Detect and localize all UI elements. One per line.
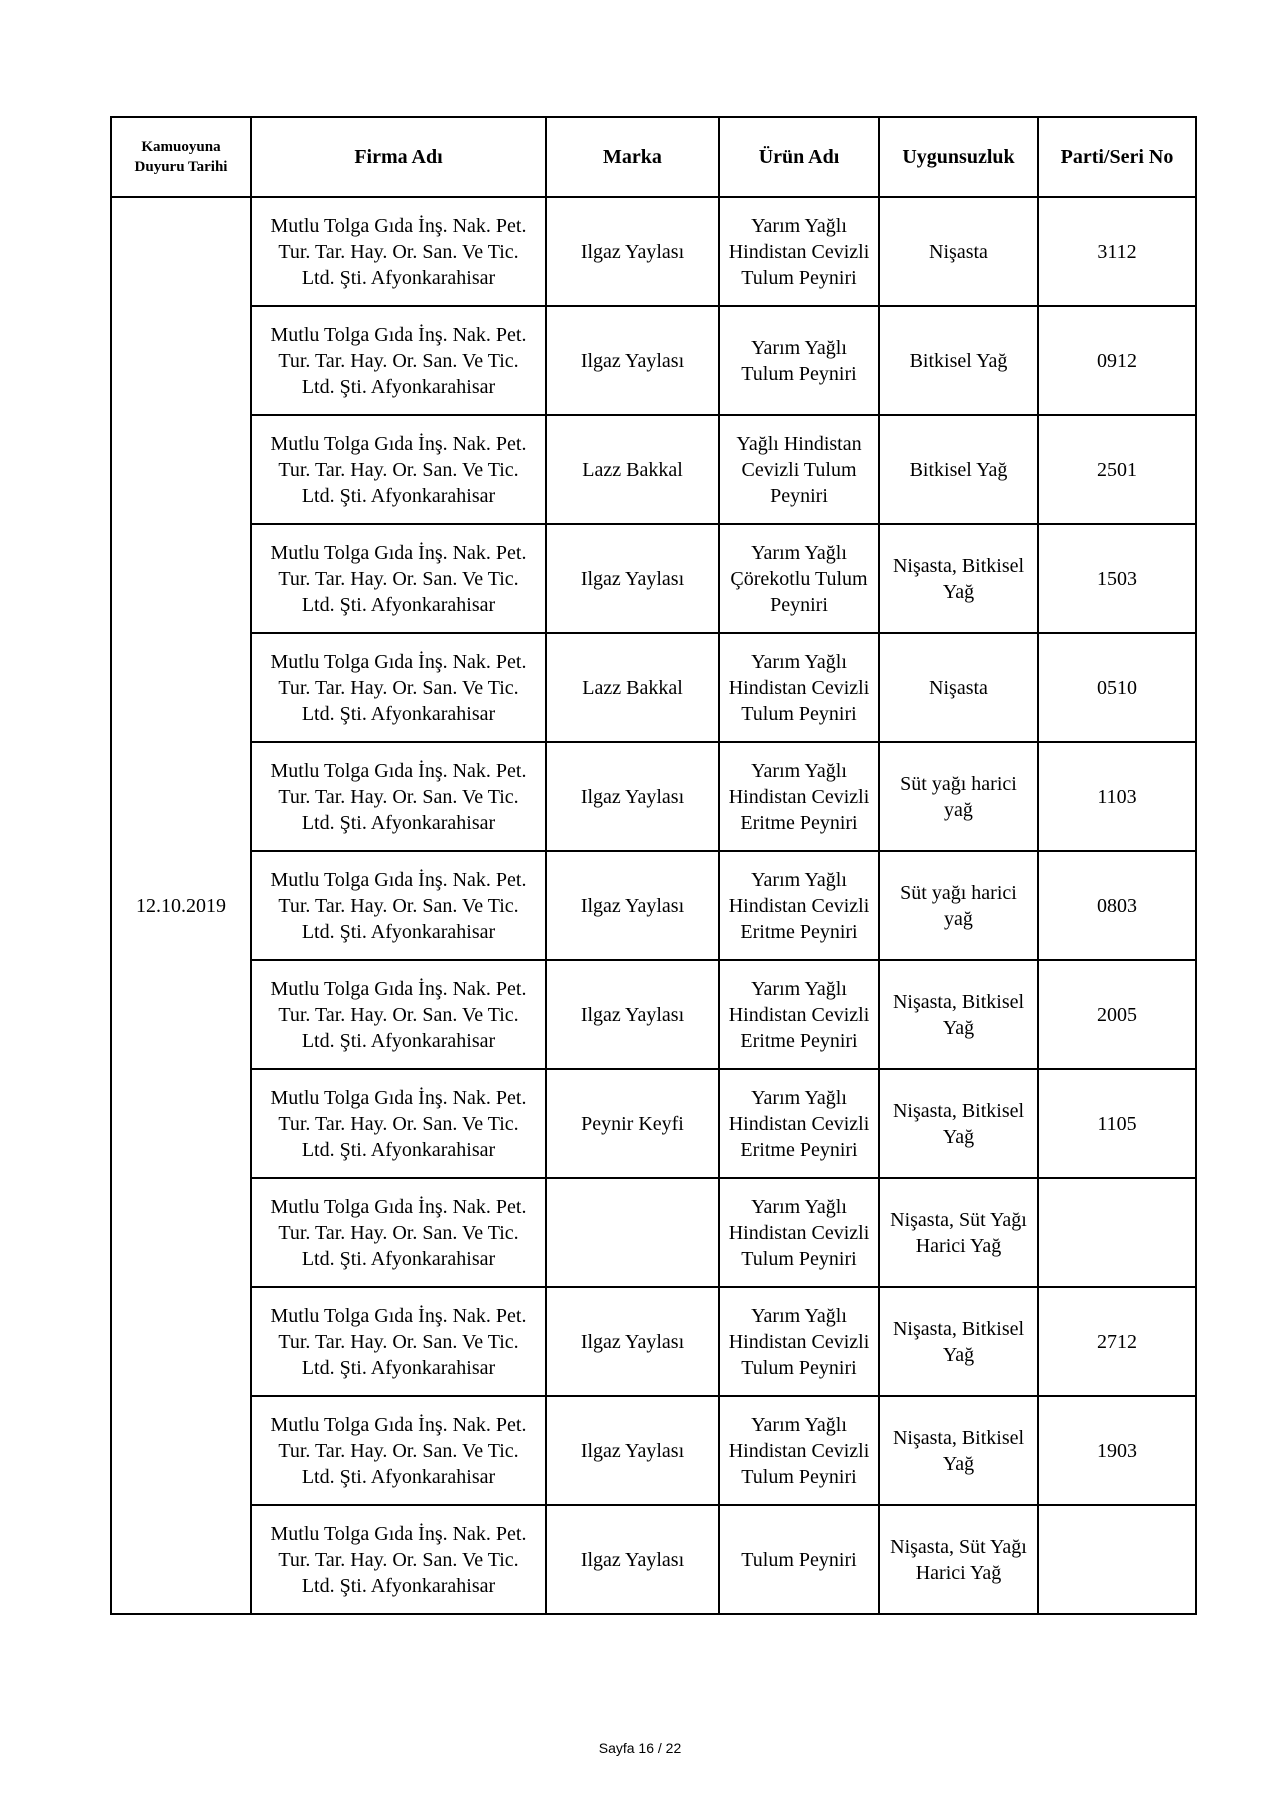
cell-line: Nişasta, Bitkisel <box>892 990 1025 1013</box>
cell-line: Nişasta, Süt Yağı <box>890 1535 1027 1558</box>
cell-line: Tur. Tar. Hay. Or. San. Ve Tic. <box>278 349 519 372</box>
firm-cell <box>251 524 546 633</box>
cell-line: Ltd. Şti. Afyonkarahisar <box>301 811 496 834</box>
product-cell <box>719 1069 879 1178</box>
cell-line: Peynir Keyfi <box>581 1112 684 1135</box>
cell-line: Hindistan Cevizli <box>728 785 870 808</box>
batch-cell: 0803 <box>1038 851 1196 960</box>
issue-cell <box>879 851 1038 960</box>
brand-cell <box>546 415 719 524</box>
cell-line: Yarım Yağlı <box>751 1413 847 1436</box>
batch-cell: 1903 <box>1038 1396 1196 1505</box>
cell-line: Tulum Peyniri <box>741 1247 857 1270</box>
cell-line: Ltd. Şti. Afyonkarahisar <box>301 920 496 943</box>
cell-line: Harici Yağ <box>915 1234 1002 1257</box>
cell-line: Mutlu Tolga Gıda İnş. Nak. Pet. <box>270 432 527 455</box>
firm-cell <box>251 1505 546 1614</box>
cell-line: Tulum Peyniri <box>741 702 857 725</box>
cell-line: Ltd. Şti. Afyonkarahisar <box>301 1465 496 1488</box>
brand-cell <box>546 851 719 960</box>
header-nonconformity: Uygunsuzluk <box>879 117 1038 197</box>
cell-line: Bitkisel Yağ <box>909 458 1008 481</box>
issue-cell <box>879 524 1038 633</box>
product-cell <box>719 1287 879 1396</box>
cell-line: Süt yağı harici <box>900 772 1017 795</box>
cell-line: Tur. Tar. Hay. Or. San. Ve Tic. <box>278 676 519 699</box>
batch-cell: 2501 <box>1038 415 1196 524</box>
cell-line: Süt yağı harici <box>900 881 1017 904</box>
product-cell <box>719 415 879 524</box>
batch-cell: 2005 <box>1038 960 1196 1069</box>
table-row <box>111 415 1196 524</box>
batch-cell: 2712 <box>1038 1287 1196 1396</box>
cell-line: Mutlu Tolga Gıda İnş. Nak. Pet. <box>270 759 527 782</box>
brand-cell <box>546 197 719 306</box>
cell-line: Tur. Tar. Hay. Or. San. Ve Tic. <box>278 894 519 917</box>
cell-line: Eritme Peyniri <box>740 1029 858 1052</box>
cell-line: Yağ <box>942 1343 975 1366</box>
product-cell <box>719 1505 879 1614</box>
product-cell <box>719 742 879 851</box>
table-row <box>111 633 1196 742</box>
page-footer <box>0 1740 1280 1756</box>
table-row <box>111 1505 1196 1614</box>
table-row <box>111 1396 1196 1505</box>
issue-cell <box>879 742 1038 851</box>
cell-line: Ltd. Şti. Afyonkarahisar <box>301 1029 496 1052</box>
cell-line: yağ <box>944 907 973 930</box>
header-announcement-date: Kamuoyuna Duyuru Tarihi <box>111 117 251 197</box>
cell-line: Tur. Tar. Hay. Or. San. Ve Tic. <box>278 1003 519 1026</box>
cell-line: Tulum Peyniri <box>741 362 857 385</box>
brand-cell <box>546 1178 719 1287</box>
cell-line: Hindistan Cevizli <box>728 1330 870 1353</box>
cell-line: Mutlu Tolga Gıda İnş. Nak. Pet. <box>270 323 527 346</box>
issue-cell <box>879 306 1038 415</box>
firm-cell <box>251 1287 546 1396</box>
cell-line: Yağ <box>942 1016 975 1039</box>
cell-line: Yarım Yağlı <box>751 541 847 564</box>
issue-cell <box>879 1069 1038 1178</box>
issue-cell <box>879 197 1038 306</box>
table-row <box>111 524 1196 633</box>
table-row <box>111 1287 1196 1396</box>
brand-cell <box>546 960 719 1069</box>
issue-cell <box>879 960 1038 1069</box>
brand-cell <box>546 742 719 851</box>
cell-line: Mutlu Tolga Gıda İnş. Nak. Pet. <box>270 650 527 673</box>
brand-cell <box>546 306 719 415</box>
cell-line: Yarım Yağlı <box>751 868 847 891</box>
batch-cell: 0510 <box>1038 633 1196 742</box>
cell-line: Yarım Yağlı <box>751 977 847 1000</box>
issue-cell <box>879 1178 1038 1287</box>
cell-line: Hindistan Cevizli <box>728 240 870 263</box>
firm-cell <box>251 742 546 851</box>
header-batch-no: Parti/Seri No <box>1038 117 1196 197</box>
cell-line: yağ <box>944 798 973 821</box>
cell-line: Mutlu Tolga Gıda İnş. Nak. Pet. <box>270 977 527 1000</box>
firm-cell <box>251 1069 546 1178</box>
cell-line: Tur. Tar. Hay. Or. San. Ve Tic. <box>278 1330 519 1353</box>
cell-line: Yarım Yağlı <box>751 759 847 782</box>
cell-line: Yarım Yağlı <box>751 336 847 359</box>
cell-line: Mutlu Tolga Gıda İnş. Nak. Pet. <box>270 541 527 564</box>
firm-cell <box>251 1178 546 1287</box>
table-row <box>111 742 1196 851</box>
cell-line: Tur. Tar. Hay. Or. San. Ve Tic. <box>278 785 519 808</box>
batch-cell: 3112 <box>1038 197 1196 306</box>
batch-cell: 0912 <box>1038 306 1196 415</box>
cell-line: Lazz Bakkal <box>582 676 683 699</box>
firm-cell <box>251 415 546 524</box>
cell-line: Ilgaz Yaylası <box>580 785 685 808</box>
table-row <box>111 851 1196 960</box>
cell-line: Ltd. Şti. Afyonkarahisar <box>301 484 496 507</box>
product-cell <box>719 960 879 1069</box>
table-row <box>111 1069 1196 1178</box>
cell-line: Ltd. Şti. Afyonkarahisar <box>301 1356 496 1379</box>
issue-cell <box>879 1287 1038 1396</box>
firm-cell <box>251 197 546 306</box>
cell-line: Ltd. Şti. Afyonkarahisar <box>301 266 496 289</box>
cell-line: Yağ <box>942 1452 975 1475</box>
table-row <box>111 306 1196 415</box>
issue-cell <box>879 1505 1038 1614</box>
page-number: Sayfa 16 / 22 <box>598 1740 682 1756</box>
cell-line: Mutlu Tolga Gıda İnş. Nak. Pet. <box>270 1413 527 1436</box>
brand-cell <box>546 1069 719 1178</box>
announcement-date-cell: 12.10.2019 <box>111 197 251 1614</box>
product-cell <box>719 197 879 306</box>
cell-line: Mutlu Tolga Gıda İnş. Nak. Pet. <box>270 1086 527 1109</box>
cell-line: Mutlu Tolga Gıda İnş. Nak. Pet. <box>270 868 527 891</box>
batch-cell <box>1038 1505 1196 1614</box>
issue-cell <box>879 1396 1038 1505</box>
cell-line: Mutlu Tolga Gıda İnş. Nak. Pet. <box>270 214 527 237</box>
cell-line: Ilgaz Yaylası <box>580 567 685 590</box>
cell-line: Ilgaz Yaylası <box>580 1439 685 1462</box>
cell-line: Mutlu Tolga Gıda İnş. Nak. Pet. <box>270 1304 527 1327</box>
cell-line: Ilgaz Yaylası <box>580 1330 685 1353</box>
firm-cell <box>251 306 546 415</box>
cell-line: Nişasta <box>929 240 988 263</box>
brand-cell <box>546 1287 719 1396</box>
cell-line: Mutlu Tolga Gıda İnş. Nak. Pet. <box>270 1522 527 1545</box>
cell-line: Ltd. Şti. Afyonkarahisar <box>301 593 496 616</box>
batch-cell: 1503 <box>1038 524 1196 633</box>
header-firm-name: Firma Adı <box>251 117 546 197</box>
cell-line: Tur. Tar. Hay. Or. San. Ve Tic. <box>278 458 519 481</box>
table-row <box>111 197 1196 306</box>
cell-line: Hindistan Cevizli <box>728 1112 870 1135</box>
cell-line: Ilgaz Yaylası <box>580 349 685 372</box>
table-row <box>111 960 1196 1069</box>
batch-cell: 1103 <box>1038 742 1196 851</box>
cell-line: Tulum Peyniri <box>741 266 857 289</box>
cell-line: Yağlı Hindistan <box>736 432 862 455</box>
cell-line: Yağ <box>942 1125 975 1148</box>
cell-line: Nişasta, Bitkisel <box>892 554 1025 577</box>
cell-line: Ltd. Şti. Afyonkarahisar <box>301 702 496 725</box>
cell-line: Hindistan Cevizli <box>728 1439 870 1462</box>
cell-line: Peyniri <box>770 593 828 616</box>
table-body <box>111 197 1196 1614</box>
cell-line: Tur. Tar. Hay. Or. San. Ve Tic. <box>278 240 519 263</box>
product-cell <box>719 306 879 415</box>
product-cell <box>719 633 879 742</box>
cell-line: Yağ <box>942 580 975 603</box>
cell-line: Eritme Peyniri <box>740 811 858 834</box>
firm-cell <box>251 633 546 742</box>
brand-cell <box>546 1396 719 1505</box>
cell-line: Ltd. Şti. Afyonkarahisar <box>301 375 496 398</box>
recall-table <box>110 116 1197 1615</box>
firm-cell <box>251 960 546 1069</box>
cell-line: Hindistan Cevizli <box>728 1221 870 1244</box>
cell-line: Tur. Tar. Hay. Or. San. Ve Tic. <box>278 1439 519 1462</box>
cell-line: Ilgaz Yaylası <box>580 1548 685 1571</box>
table-header-row <box>111 117 1196 197</box>
product-cell <box>719 524 879 633</box>
cell-line: Nişasta, Süt Yağı <box>890 1208 1027 1231</box>
cell-line: Tur. Tar. Hay. Or. San. Ve Tic. <box>278 1221 519 1244</box>
cell-line: Tulum Peyniri <box>741 1548 857 1571</box>
product-cell <box>719 851 879 960</box>
header-brand: Marka <box>546 117 719 197</box>
issue-cell <box>879 415 1038 524</box>
cell-line: Eritme Peyniri <box>740 920 858 943</box>
product-cell <box>719 1396 879 1505</box>
cell-line: Hindistan Cevizli <box>728 676 870 699</box>
cell-line: Tur. Tar. Hay. Or. San. Ve Tic. <box>278 1112 519 1135</box>
cell-line: Ilgaz Yaylası <box>580 894 685 917</box>
cell-line: Ilgaz Yaylası <box>580 240 685 263</box>
firm-cell <box>251 851 546 960</box>
cell-line: Nişasta, Bitkisel <box>892 1426 1025 1449</box>
brand-cell <box>546 633 719 742</box>
cell-line: Yarım Yağlı <box>751 214 847 237</box>
cell-line: Ilgaz Yaylası <box>580 1003 685 1026</box>
product-cell <box>719 1178 879 1287</box>
cell-line: Mutlu Tolga Gıda İnş. Nak. Pet. <box>270 1195 527 1218</box>
cell-line: Lazz Bakkal <box>582 458 683 481</box>
cell-line: Çörekotlu Tulum <box>730 567 868 590</box>
cell-line: Hindistan Cevizli <box>728 894 870 917</box>
header-product-name: Ürün Adı <box>719 117 879 197</box>
cell-line: Harici Yağ <box>915 1561 1002 1584</box>
firm-cell <box>251 1396 546 1505</box>
issue-cell <box>879 633 1038 742</box>
cell-line: Cevizli Tulum <box>741 458 857 481</box>
cell-line: Yarım Yağlı <box>751 1304 847 1327</box>
cell-line: Ltd. Şti. Afyonkarahisar <box>301 1138 496 1161</box>
cell-line: Hindistan Cevizli <box>728 1003 870 1026</box>
cell-line: Nişasta, Bitkisel <box>892 1099 1025 1122</box>
cell-line: Yarım Yağlı <box>751 1086 847 1109</box>
cell-line: Nişasta, Bitkisel <box>892 1317 1025 1340</box>
cell-line: Ltd. Şti. Afyonkarahisar <box>301 1247 496 1270</box>
cell-line: Bitkisel Yağ <box>909 349 1008 372</box>
cell-line: Tur. Tar. Hay. Or. San. Ve Tic. <box>278 1548 519 1571</box>
cell-line: Eritme Peyniri <box>740 1138 858 1161</box>
cell-line: Yarım Yağlı <box>751 650 847 673</box>
cell-line: Peyniri <box>770 484 828 507</box>
brand-cell <box>546 524 719 633</box>
cell-line: Ltd. Şti. Afyonkarahisar <box>301 1574 496 1597</box>
batch-cell: 1105 <box>1038 1069 1196 1178</box>
cell-line: Yarım Yağlı <box>751 1195 847 1218</box>
cell-line: Tulum Peyniri <box>741 1356 857 1379</box>
brand-cell <box>546 1505 719 1614</box>
cell-line: Tur. Tar. Hay. Or. San. Ve Tic. <box>278 567 519 590</box>
table-row <box>111 1178 1196 1287</box>
cell-line: Tulum Peyniri <box>741 1465 857 1488</box>
cell-line: Nişasta <box>929 676 988 699</box>
batch-cell <box>1038 1178 1196 1287</box>
